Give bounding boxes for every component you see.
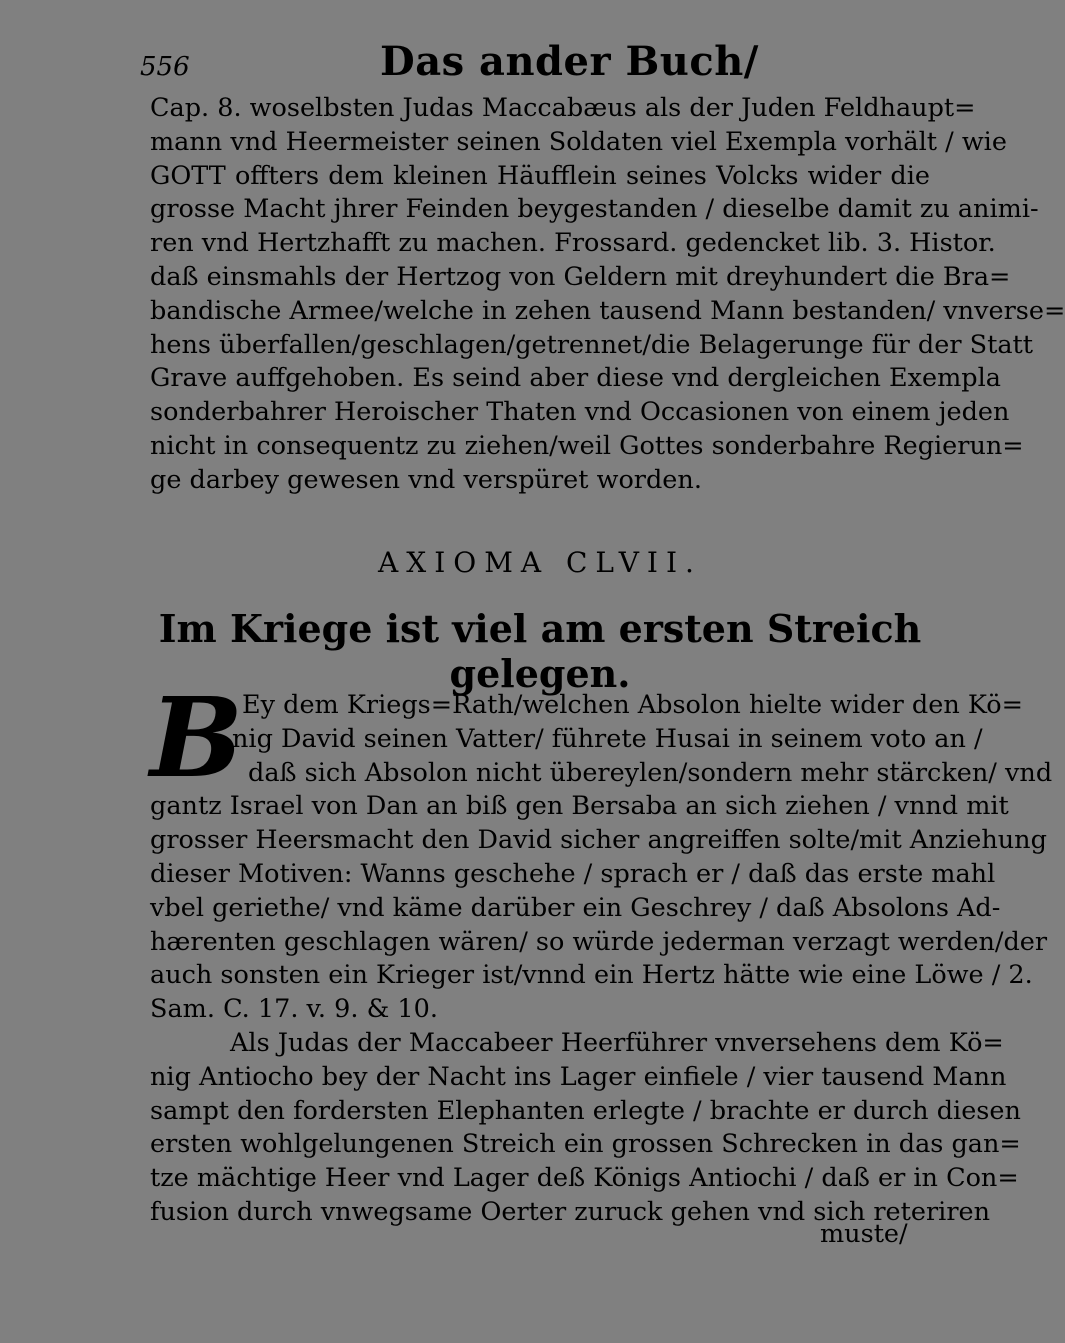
text-line: GOTT offters dem kleinen Häufflein seines Volcks wider die [150, 160, 930, 191]
text-line: daß sich Absolon nicht übereylen/sondern mehr stärcken/ vnd [248, 757, 1053, 788]
axioma-number: AXIOMA CLVII. [378, 546, 702, 579]
paragraph-continuation [150, 92, 1065, 498]
text-line: sampt den fordersten Elephanten erlegte / brachte er durch diesen [150, 1095, 1021, 1126]
text-line: dieser Motiven: Wanns geschehe / sprach er / daß das erste mahl [150, 858, 996, 889]
text-line: hærenten geschlagen wären/ so würde jederman verzagt werden/der [150, 926, 1048, 957]
text-line: sonderbahrer Heroischer Thaten vnd Occasionen von einem jeden [150, 397, 1010, 428]
text-line: nig Antiocho bey der Nacht ins Lager einfiele / vier tausend Mann [150, 1061, 1007, 1092]
section-heading: Im Kriege ist viel am ersten Streich gelegen. [158, 606, 922, 696]
text-line: Cap. 8. woselbsten Judas Maccabæus als der Juden Feldhaupt= [150, 93, 976, 123]
text-line: ren vnd Hertzhafft zu machen. Frossard. gedencket lib. 3. Histor. [150, 228, 996, 259]
text-line: tze mächtige Heer vnd Lager deß Königs Antiochi / daß er in Con= [150, 1163, 1019, 1194]
text-line: grosser Heersmacht den David sicher angreiffen solte/mit Anziehung [150, 825, 1047, 856]
text-line: bandische Armee/welche in zehen tausend Mann bestanden/ vnverse= [150, 295, 1065, 326]
text-line: nig David seinen Vatter/ führete Husai in seinem voto an / [232, 723, 983, 754]
text-line: Sam. C. 17. v. 9. & 10. [150, 994, 438, 1025]
drop-cap: B [150, 673, 243, 802]
text-line: vbel geriethe/ vnd käme darüber ein Geschrey / daß Absolons Ad- [150, 892, 1001, 923]
text-line: Grave auffgehoben. Es seind aber diese vnd dergleichen Exempla [150, 363, 1001, 394]
text-line: grosse Macht jhrer Feinden beygestanden / dieselbe damit zu animi- [150, 194, 1039, 225]
text-line: Ey dem Kriegs=Rath/welchen Absolon hielte wider den Kö= [242, 690, 1023, 720]
text-line: ge darbey gewesen vnd verspüret worden. [150, 464, 702, 495]
text-line: nicht in consequentz zu ziehen/weil Gottes sonderbahre Regierun= [150, 430, 1024, 461]
page-number: 556 [140, 52, 190, 82]
text-line: auch sonsten ein Krieger ist/vnnd ein Hertz hätte wie eine Löwe / 2. [150, 960, 1033, 991]
text-line: hens überfallen/geschlagen/getrennet/die Belagerunge für der Statt [150, 329, 1034, 360]
paragraph-main [150, 673, 1053, 1230]
text-line: mann vnd Heermeister seinen Soldaten viel Exempla vorhält / wie [150, 126, 1007, 157]
book-title: Das ander Buch/ [380, 38, 759, 85]
text-line: Als Judas der Maccabeer Heerführer vnversehens dem Kö= [230, 1027, 1004, 1058]
text-line: daß einsmahls der Hertzog von Geldern mit dreyhundert die Bra= [150, 261, 1011, 292]
running-head [140, 38, 940, 88]
catchword: muste/ [820, 1219, 908, 1249]
text-line: gantz Israel von Dan an biß gen Bersaba an sich ziehen / vnnd mit [150, 791, 1009, 822]
text-line: ersten wohlgelungenen Streich ein grossen Schrecken in das gan= [150, 1129, 1021, 1160]
text-line: fusion durch vnwegsame Oerter zuruck gehen vnd sich reteriren [150, 1196, 991, 1227]
